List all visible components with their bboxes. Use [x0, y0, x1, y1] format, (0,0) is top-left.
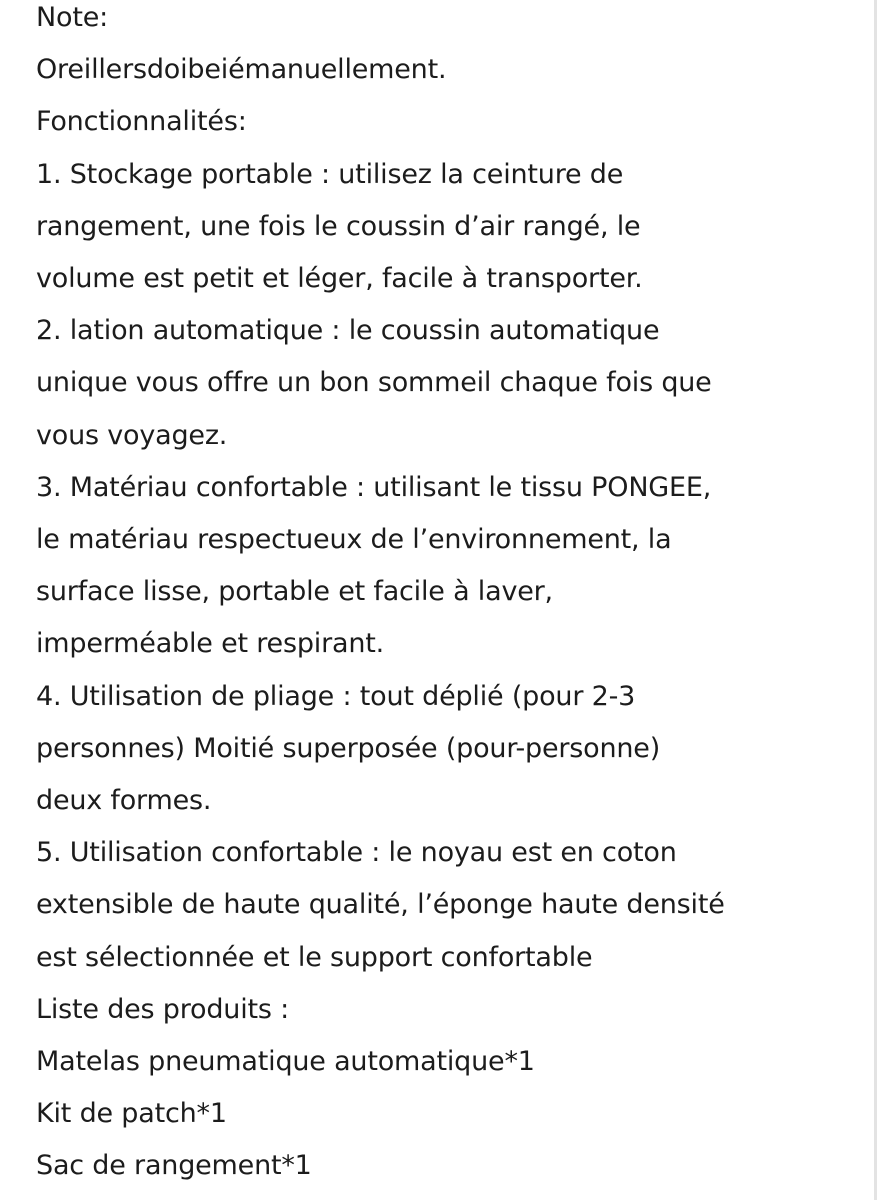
product-list-item: Matelas pneumatique automatique*1 — [36, 1046, 535, 1078]
feature-5-line-3: est sélectionnée et le support confortable — [36, 941, 593, 973]
feature-3-line-4: imperméable et respirant. — [36, 628, 385, 660]
feature-4-line-2: personnes) Moitié superposée (pour-personne) — [36, 732, 661, 764]
product-list-item: Kit de patch*1 — [36, 1098, 227, 1130]
feature-3-line-2: le matériau respectueux de l’environnement, la — [36, 524, 672, 556]
note-text: Oreillersdoibeiémanuellement. — [36, 54, 447, 86]
feature-5-line-2: extensible de haute qualité, l’éponge haute densité — [36, 889, 725, 921]
feature-2-line-2: unique vous offre un bon sommeil chaque fois que — [36, 367, 712, 399]
product-list-item: Sac de rangement*1 — [36, 1150, 312, 1182]
feature-2-line-1: 2. lation automatique : le coussin automatique — [36, 315, 660, 347]
note-heading: Note: — [36, 2, 109, 33]
feature-3-line-3: surface lisse, portable et facile à laver, — [36, 576, 553, 608]
feature-2-line-3: vous voyagez. — [36, 419, 228, 451]
feature-4-line-3: deux formes. — [36, 785, 212, 817]
feature-5-line-1: 5. Utilisation confortable : le noyau est en coton — [36, 837, 677, 869]
feature-3-line-1: 3. Matériau confortable : utilisant le tissu PONGEE, — [36, 471, 712, 503]
feature-1-line-3: volume est petit et léger, facile à transporter. — [36, 263, 643, 295]
features-heading: Fonctionnalités: — [36, 106, 247, 138]
feature-4-line-1: 4. Utilisation de pliage : tout déplié (pour 2-3 — [36, 680, 636, 712]
feature-1-line-2: rangement, une fois le coussin d’air rangé, le — [36, 210, 641, 242]
product-list-heading: Liste des produits : — [36, 993, 290, 1025]
feature-1-line-1: 1. Stockage portable : utilisez la ceinture de — [36, 158, 624, 190]
